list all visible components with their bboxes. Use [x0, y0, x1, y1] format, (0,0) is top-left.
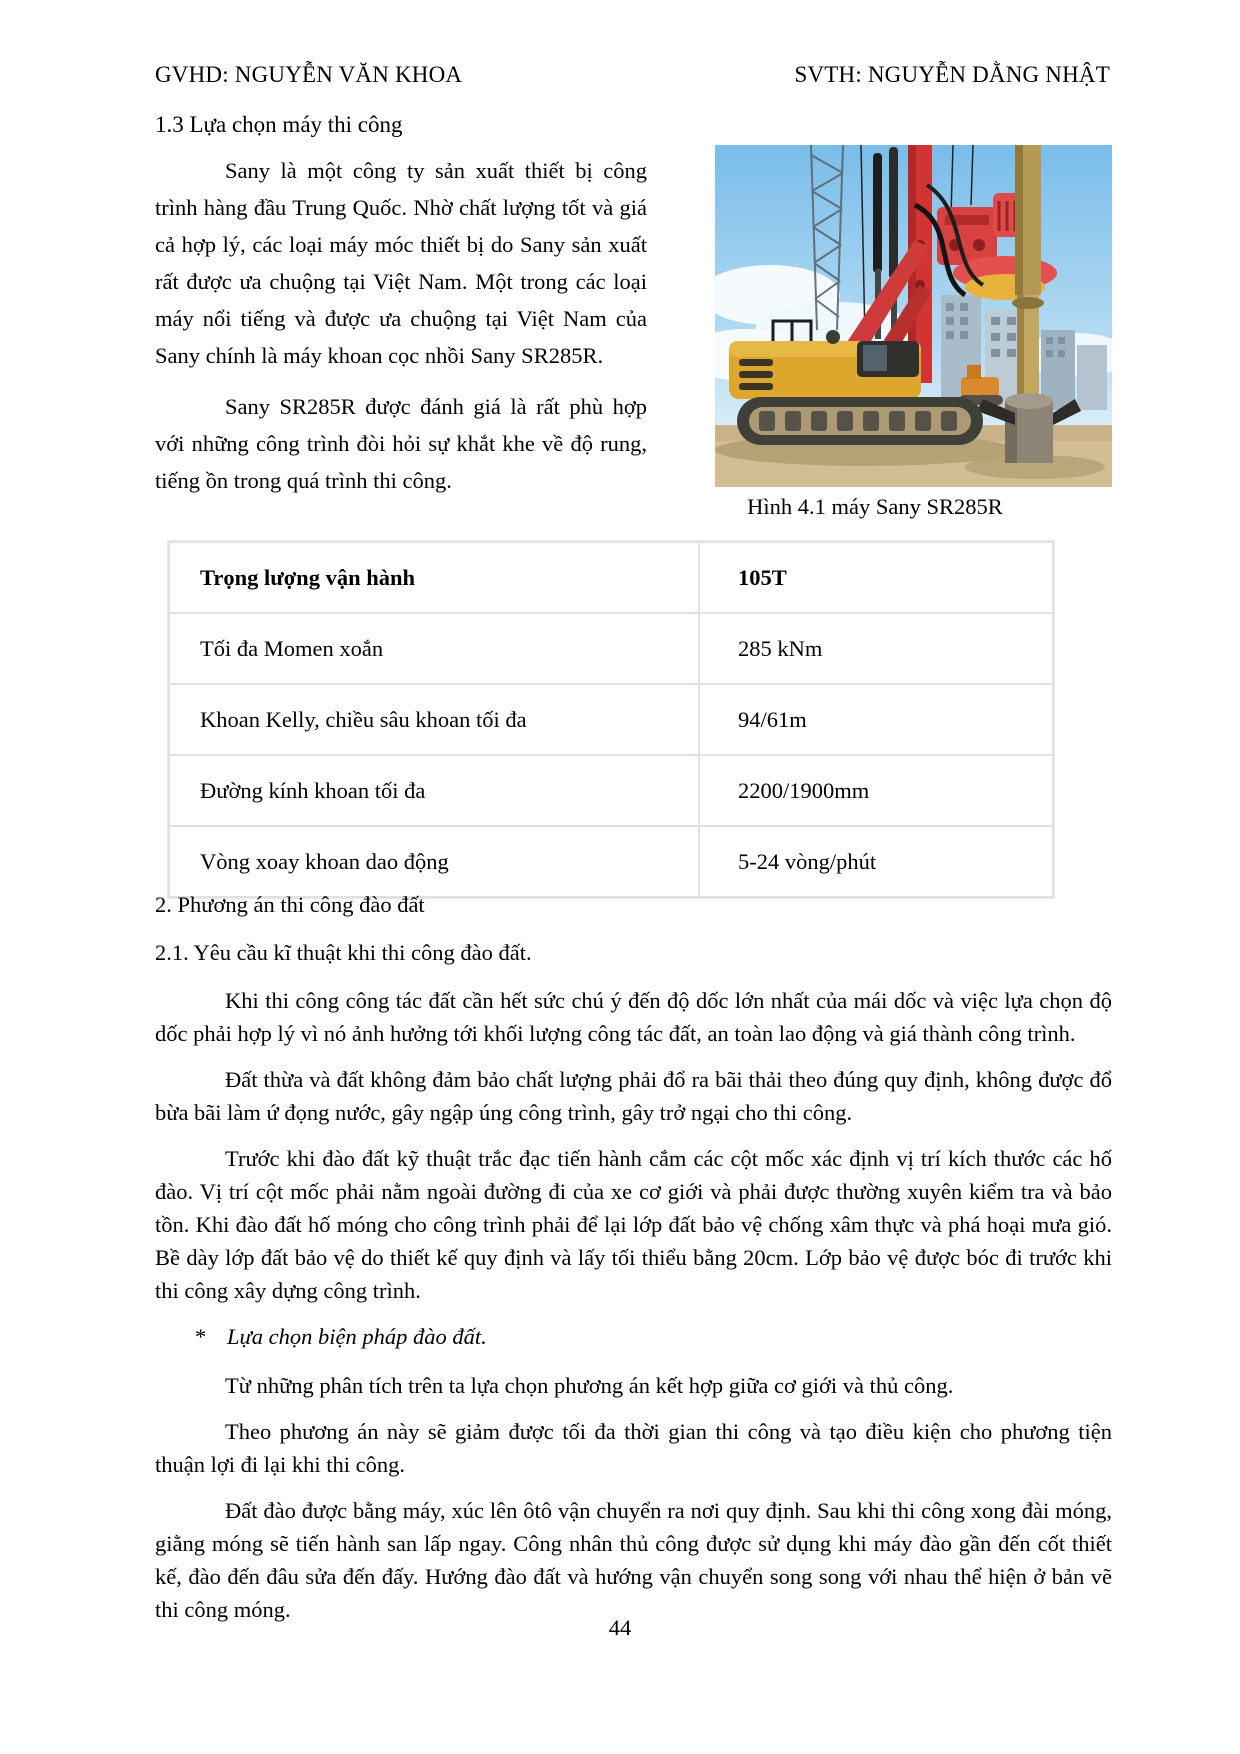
bullet-item: [155, 1320, 1112, 1353]
drill-rig-illustration: [715, 145, 1112, 487]
page-number: 44: [608, 1615, 632, 1640]
paragraph: Trước khi đào đất kỹ thuật trắc đạc tiến hành cắm các cột mốc xác định vị trí kích thước các hố đào. Vị trí cột mốc phải nằm ngoài đường đi của xe cơ giới và phải được thường xuyên kiểm tra và bảo tồn. Khi đào đất hố móng cho công trình phải để lại lớp đất bảo vệ chống xâm thực và phá hoại mưa gió. Bề dày lớp đất bảo vệ do thiết kế quy định và lấy tối thiểu bằng 20cm. Lớp bảo vệ được bóc đi trước khi thi công xây dựng công trình.: [155, 1146, 1112, 1303]
table-row: [169, 826, 1053, 897]
paragraph: Sany SR285R được đánh giá là rất phù hợp với những công trình đòi hỏi sự khắt khe về độ rung, tiếng ồn trong quá trình thi công.: [155, 394, 647, 493]
table-cell-label: Tối đa Momen xoắn: [169, 613, 699, 684]
bullet-marker: *: [195, 1324, 207, 1349]
paragraph: Đất đào được bằng máy, xúc lên ôtô vận chuyển ra nơi quy định. Sau khi thi công xong đài móng, giằng móng sẽ tiến hành san lấp ngay. Công nhân thủ công được sử dụng khi máy đào gần đến cốt thiết kế, đào đến đâu sửa đến đấy. Hướng đào đất và hướng vận chuyển song song với nhau thể hiện ở bản vẽ thi công móng.: [155, 1498, 1112, 1622]
paragraph: Theo phương án này sẽ giảm được tối đa thời gian thi công và tạo điều kiện cho phương tiện thuận lợi đi lại khi thi công.: [155, 1419, 1112, 1477]
header-right: SVTH: NGUYỄN DẰNG NHẬT: [794, 62, 1110, 87]
section-1-3-heading: 1.3 Lựa chọn máy thi công: [155, 112, 403, 137]
table-cell-value: 105T: [699, 542, 1053, 613]
figure-caption: Hình 4.1 máy Sany SR285R: [747, 494, 1003, 519]
table-row: [169, 755, 1053, 826]
table-cell-value: 285 kNm: [699, 613, 1053, 684]
paragraph: Sany là một công ty sản xuất thiết bị công trình hàng đầu Trung Quốc. Nhờ chất lượng tốt và giá cả hợp lý, các loại máy móc thiết bị do Sany sản xuất rất được ưa chuộng tại Việt Nam. Một trong các loại máy nổi tiếng và được ưa chuộng tại Việt Nam của Sany chính là máy khoan cọc nhồi Sany SR285R.: [155, 158, 647, 368]
table-cell-label: Đường kính khoan tối đa: [169, 755, 699, 826]
table-cell-value: 94/61m: [699, 684, 1053, 755]
page-header: [155, 62, 1110, 88]
spec-table: [168, 541, 1054, 898]
table-cell-label: Khoan Kelly, chiều sâu khoan tối đa: [169, 684, 699, 755]
table-cell-label: Vòng xoay khoan dao động: [169, 826, 699, 897]
table-row: [169, 684, 1053, 755]
table-row: [169, 613, 1053, 684]
paragraph: Khi thi công công tác đất cần hết sức chú ý đến độ dốc lớn nhất của mái dốc và việc lựa chọn độ dốc phải hợp lý vì nó ảnh hưởng tới khối lượng công tác đất, an toàn lao động và giá thành công trình.: [155, 988, 1112, 1046]
paragraph: Từ những phân tích trên ta lựa chọn phương án kết hợp giữa cơ giới và thủ công.: [225, 1373, 954, 1398]
paragraph: Đất thừa và đất không đảm bảo chất lượng phải đổ ra bãi thải theo đúng quy định, không được đổ bừa bãi làm ứ đọng nước, gây ngập úng công trình, gây trở ngại cho thi công.: [155, 1067, 1112, 1125]
table-cell-value: 2200/1900mm: [699, 755, 1053, 826]
header-left: GVHD: NGUYỄN VĂN KHOA: [155, 62, 463, 87]
table-cell-value: 5-24 vòng/phút: [699, 826, 1053, 897]
table-row: [169, 542, 1053, 613]
section-2-1-heading: 2.1. Yêu cầu kĩ thuật khi thi công đào đất.: [155, 940, 532, 965]
intro-text-column: [155, 152, 647, 513]
table-cell-label: Trọng lượng vận hành: [169, 542, 699, 613]
figure-sany-sr285r-photo: [715, 145, 1112, 487]
section-2-heading: 2. Phương án thi công đào đất: [155, 892, 425, 917]
bullet-text: Lựa chọn biện pháp đào đất.: [227, 1324, 487, 1349]
section-2: [155, 888, 1112, 1639]
